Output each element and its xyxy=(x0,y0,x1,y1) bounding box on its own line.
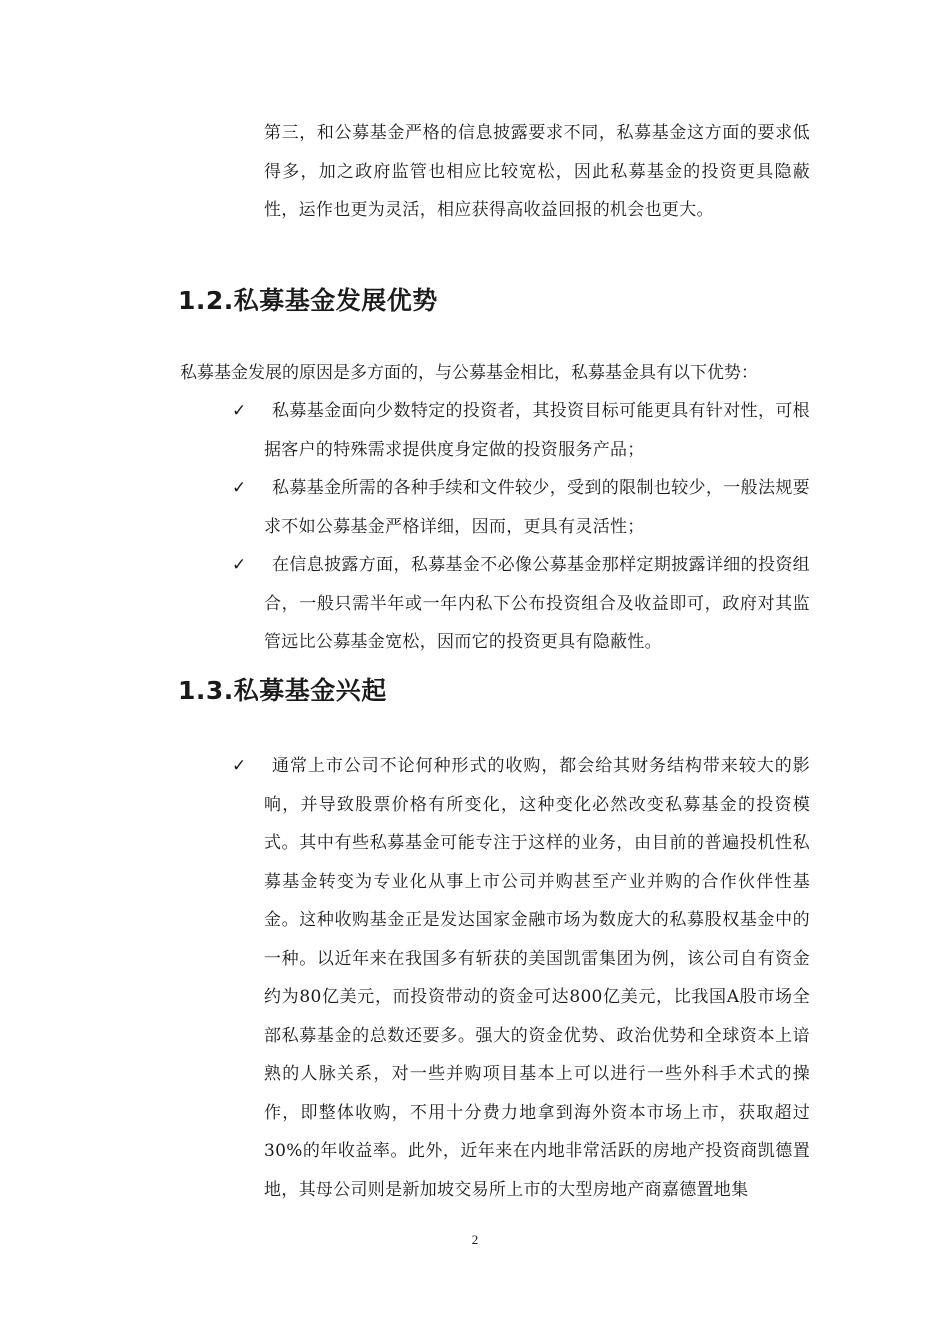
intro-paragraph: 第三，和公募基金严格的信息披露要求不同，私募基金这方面的要求低得多，加之政府监管也相应比较宽松，因此私募基金的投资更具隐蔽性，运作也更为灵活，相应获得高收益回报的机会也更大。 xyxy=(264,123,810,220)
section-heading-1-2: 1.2.私募基金发展优势 xyxy=(178,286,438,315)
checkmark-icon: ✓ xyxy=(232,401,247,421)
checkmark-icon: ✓ xyxy=(232,478,247,498)
page-number: 2 xyxy=(471,1232,479,1247)
section-1-2-lead: 私募基金发展的原因是多方面的，与公募基金相比，私募基金具有以下优势： xyxy=(180,363,758,383)
advantage-item-2-text: 私募基金所需的各种手续和文件较少，受到的限制也较少，一般法规要求不如公募基金严格详细，因而，更具有灵活性； xyxy=(264,478,810,537)
rise-item-1-text: 通常上市公司不论何种形式的收购，都会给其财务结构带来较大的影响，并导致股票价格有所变化，这种变化必然改变私募基金的投资模式。其中有些私募基金可能专注于这样的业务，由目前的普遍投机性私募基金转变为专业化从事上市公司并购甚至产业并购的合作伙伴性基金。这种收购基金正是发达国家金融市场为数庞大的私募股权基金中的一种。以近年来在我国多有斩获的美国凯雷集团为例，该公司自有资金约为80亿美元，而投资带动的资金可达800亿美元，比我国A股市场全部私募基金的总数还要多。强大的资金优势、政治优势和全球资本上谙熟的人脉关系，对一些并购项目基本上可以进行一些外科手术式的操作，即整体收购，不用十分费力地拿到海外资本市场上市，获取超过30%的年收益率。此外，近年来在内地非常活跃的房地产投资商凯德置地，其母公司则是新加坡交易所上市的大型房地产商嘉德置地集 xyxy=(264,756,810,1200)
section-heading-1-3: 1.3.私募基金兴起 xyxy=(178,676,387,705)
checkmark-icon: ✓ xyxy=(232,756,247,776)
advantage-item-1-text: 私募基金面向少数特定的投资者，其投资目标可能更具有针对性，可根据客户的特殊需求提供度身定做的投资服务产品； xyxy=(264,401,810,460)
advantage-item-3-text: 在信息披露方面，私募基金不必像公募基金那样定期披露详细的投资组合，一般只需半年或一年内私下公布投资组合及收益即可，政府对其监管远比公募基金宽松，因而它的投资更具有隐蔽性。 xyxy=(264,555,810,652)
checkmark-icon: ✓ xyxy=(232,555,247,575)
